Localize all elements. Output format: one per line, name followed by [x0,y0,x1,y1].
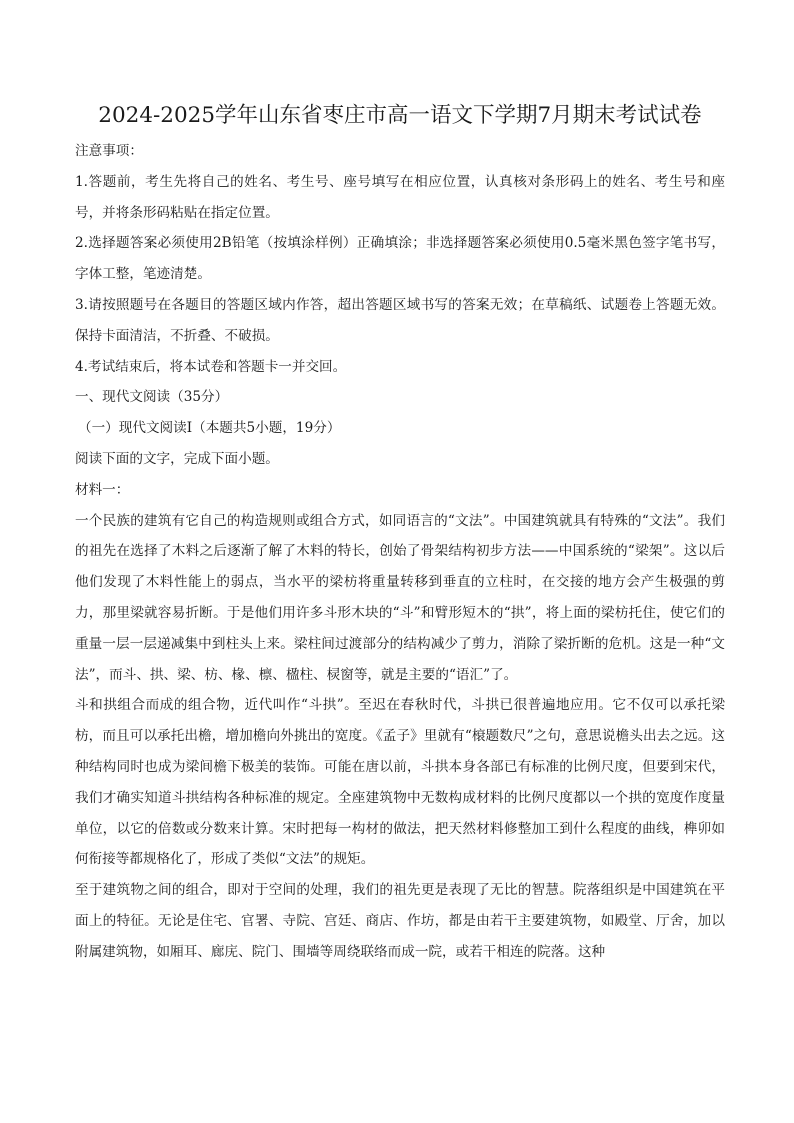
notice-item-1: 1.答题前，考生先将自己的姓名、考生号、座号填写在相应位置，认真核对条形码上的姓名、考生号和座号，并将条形码粘贴在指定位置。 [75,173,725,221]
notice-item-2: 2.选择题答案必须使用2B铅笔（按填涂样例）正确填涂；非选择题答案必须使用0.5毫米黑色签字笔书写，字体工整，笔迹清楚。 [75,235,725,283]
subsection-title: （一）现代文阅读Ⅰ（本题共5小题，19分） [78,420,341,437]
notice-item-4: 4.考试结束后，将本试卷和答题卡一并交回。 [75,358,347,375]
notice-heading: 注意事项： [75,143,143,159]
passage-paragraph-2: 斗和拱组合而成的组合物，近代叫作“斗拱”。至迟在春秋时代，斗拱已很普遍地应用。它不仅可以承托梁枋，而且可以承托出檐，增加檐向外挑出的宽度。《孟子》里就有“榱题数尺”之句，意思说檐头出去之远。这种结构同时也成为梁间檐下极美的装饰。可能在唐以前，斗拱本身各部已有标准的比例尺度，但要到宋代，我们才确实知道斗拱结构各种标准的规定。全座建筑物中无数构成材料的比例尺度都以一个拱的宽度作度量单位，以它的倍数或分数来计算。宋时把每一构材的做法，把天然材料修整加工到什么程度的曲线，榫卯如何衔接等都规格化了，形成了类似“文法”的规矩。 [75,697,725,868]
passage-paragraph-3: 至于建筑物之间的组合，即对于空间的处理，我们的祖先更是表现了无比的智慧。院落组织是中国建筑在平面上的特征。无论是住宅、官署、寺院、宫廷、商店、作坊，都是由若干主要建筑物，如殿堂、厅舍，加以附属建筑物，如厢耳、廊庑、院门、围墙等周绕联络而成一院，或若干相连的院落。这种 [75,882,725,960]
material-label: 材料一： [75,481,130,498]
exam-title: 2024-2025学年山东省枣庄市高一语文下学期7月期末考试试卷 [98,103,702,128]
notice-item-3: 3.请按照题号在各题目的答题区域内作答，超出答题区域书写的答案无效；在草稿纸、试题卷上答题无效。保持卡面清洁，不折叠、不破损。 [75,296,725,344]
exam-page [75,100,725,968]
reading-instruction: 阅读下面的文字，完成下面小题。 [75,450,279,467]
passage-paragraph-1: 一个民族的建筑有它自己的构造规则或组合方式，如同语言的“文法”。中国建筑就具有特殊的“文法”。我们的祖先在选择了木料之后逐渐了解了木料的特长，创始了骨架结构初步方法——中国系统的“梁架”。这以后他们发现了木料性能上的弱点，当水平的梁枋将重量转移到垂直的立柱时，在交接的地方会产生极强的剪力，那里梁就容易折断。于是他们用许多斗形木块的“斗”和臂形短木的“拱”，将上面的梁枋托住，使它们的重量一层一层递减集中到柱头上来。梁柱间过渡部分的结构减少了剪力，消除了梁折断的危机。这是一种“文法”，而斗、拱、梁、枋、椽、檩、楹柱、棂窗等，就是主要的“语汇”了。 [75,512,725,683]
section-title: 一、现代文阅读（35分） [75,389,229,406]
